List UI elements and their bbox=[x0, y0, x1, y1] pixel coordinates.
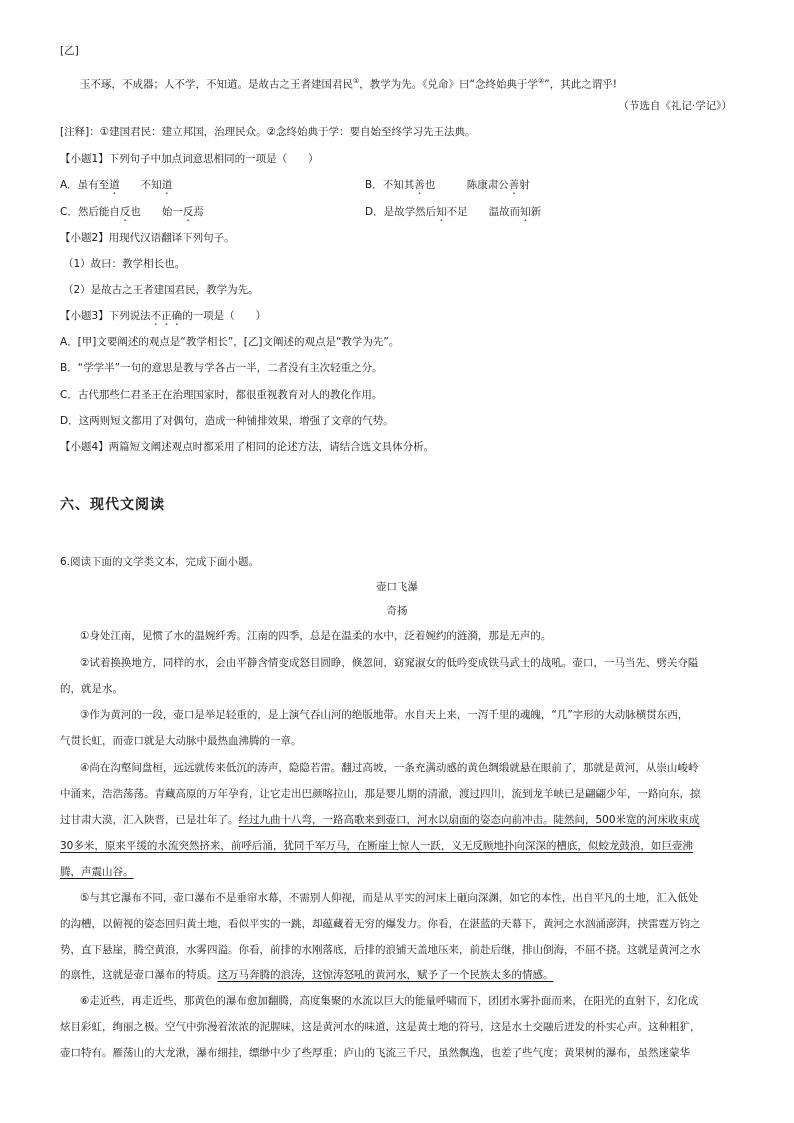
paragraph-4-line-1: ④尚在沟壑间盘桓，远远就传来低沉的涛声，隐隐若雷。翻过高坡，一条充满动感的黄色绸缎就悬在眼前了，那就是黄河，从崇山峻岭 bbox=[80, 762, 699, 774]
q3-stem: 【小题3】下列说法不正确的一项是（ ） bbox=[60, 310, 267, 322]
footnote-2-marker: ② bbox=[537, 77, 545, 85]
paragraph-6-line-1: ⑥走近些，再走近些，那黄色的瀑布愈加翻腾，高度集聚的水流以巨大的能量呼啸而下，团团水雾扑面而来，在阳光的直射下，幻化成 bbox=[80, 995, 699, 1007]
yi-text-a: 玉不琢，不成器；人不学，不知道。是故古之王者建国君民 bbox=[80, 78, 353, 91]
paragraph-4-line-2: 中涌来，浩浩荡荡。青藏高原的万年孕育，让它走出巴颜喀拉山，那是婴儿期的清澈，渡过四川，流到龙羊峡已是翩翩少年，一路向东，掠 bbox=[60, 788, 701, 800]
q1-option-a: A．虽有至道 不知道 bbox=[60, 179, 173, 191]
q6-intro: 6.阅读下面的文学类文本，完成下面小题。 bbox=[60, 556, 260, 568]
article-title: 壶口飞瀑 bbox=[376, 581, 418, 593]
yi-label: [乙] bbox=[60, 45, 79, 57]
footnote-1-marker: ① bbox=[353, 77, 360, 85]
underlined-sentence: 经过九曲十八弯，一路高歌来到壶口，河水以扇面的姿态向前冲击。陡然间，500米宽的河床收束成 bbox=[238, 814, 700, 826]
paragraph-6-line-3: 壶口特有。雁荡山的大龙湫，瀑布细挂，缥缈中少了些厚重；庐山的飞流三千尺，虽然飘逸，也差了些气度；黄果树的瀑布，虽然迷蒙华 bbox=[60, 1047, 690, 1059]
q4-stem: 【小题4】两篇短文阐述观点时都采用了相同的论述方法，请结合选文具体分析。 bbox=[60, 441, 435, 453]
paragraph-5-line-3: 势，直下悬崖，腾空黄浪，水雾四溢。你看，前排的水刚落底，后排的浪铺天盖地压来，前赴后继，排山倒海，不屈不挠。这就是黄河之水 bbox=[60, 944, 701, 956]
yi-passage bbox=[80, 74, 617, 92]
paragraph-4-line-3: 过甘肃大漠，汇入陕晋，已是壮年了。经过九曲十八弯，一路高歌来到壶口，河水以扇面的姿态向前冲击。陡然间，500米宽的河床收束成 bbox=[60, 814, 700, 826]
paragraph-2-line-2: 的，就是水。 bbox=[60, 683, 123, 695]
section-title: 六、现代文阅读 bbox=[60, 497, 165, 513]
paragraph-4-line-5: 腾，声震山谷。 bbox=[60, 866, 134, 878]
article-author: 奇扬 bbox=[386, 605, 408, 617]
paragraph-5-line-2: 的沟槽，以俯视的姿态回归黄土地，看似平实的一跳，却蕴藏着无穷的爆发力。你看，在湛蓝的天幕下，黄河之水汹涌澎湃，挟雷霆万钧之 bbox=[60, 918, 701, 930]
paragraph-3-line-2: 气贯长虹，而壶口就是大动脉中最热血沸腾的一章。 bbox=[60, 735, 302, 747]
underlined-sentence: 这万马奔腾的浪涛，这惊涛怒吼的黄河水，赋予了一个民族太多的情感。 bbox=[217, 969, 554, 981]
paragraph-1: ①身处江南，见惯了水的温婉纤秀。江南的四季，总是在温柔的水中，泛着婉约的涟漪，那是无声的。 bbox=[80, 630, 552, 642]
paragraph-2-line-1: ②试着换换地方，同样的水，会由平静含情变成怒目圆睁，倏忽间，窈窕淑女的低吟变成铁马武士的战吼。壶口，一马当先、劈关夺隘 bbox=[80, 657, 699, 669]
q1-option-c: C．然后能自反也 始一反焉 bbox=[60, 206, 204, 218]
q2-sentence-1: （1）故曰：教学相长也。 bbox=[63, 258, 186, 270]
q3-option-a: A．[甲]文要阐述的观点是“教学相长”，[乙]文阐述的观点是“教学为先”。 bbox=[60, 336, 400, 348]
paragraph-5-line-1: ⑤与其它瀑布不同，壶口瀑布不是垂帘水幕，不需别人仰视，而是从平实的河床上砸向深渊，如它的本性，出自平凡的土地，汇入低处 bbox=[80, 892, 699, 904]
q3-option-b: B．“学学半”一句的意思是教与学各占一半，二者没有主次轻重之分。 bbox=[60, 362, 383, 374]
paragraph-5-line-4: 的禀性，这就是壶口瀑布的特质。这万马奔腾的浪涛，这惊涛怒吼的黄河水，赋予了一个民族太多的情感。 bbox=[60, 969, 554, 981]
notes: [注释]：①建国君民：建立邦国，治理民众。②念终始典于学：要自始至终学习先王法典。 bbox=[60, 126, 476, 138]
q1-stem: 【小题1】下列句子中加点词意思相同的一项是（ ） bbox=[60, 153, 319, 165]
paragraph-3-line-1: ③作为黄河的一段，壶口是举足轻重的，是上演气吞山河的绝版地带。水自天上来，一泻千里的魂魄，“几”字形的大动脉横贯东西， bbox=[80, 709, 689, 721]
paragraph-4-line-4: 30多米，原来平缓的水流突然挤来，前呼后涌，犹同千军万马，在断崖上惊人一跃，义无反顾地扑向深深的槽底，似蛟龙鼓浪，如巨壶沸 bbox=[60, 840, 693, 852]
q2-stem: 【小题2】用现代汉语翻译下列句子。 bbox=[60, 232, 235, 244]
q1-option-b: B．不知其善也 陈康肃公善射 bbox=[365, 179, 530, 191]
q3-option-c: C．古代那些仁君圣王在治理国家时，都很重视教育对人的教化作用。 bbox=[60, 389, 383, 401]
q1-option-d: D．是故学然后知不足 温故而知新 bbox=[365, 206, 542, 218]
q3-option-d: D．这两则短文都用了对偶句，造成一种铺排效果，增强了文章的气势。 bbox=[60, 415, 394, 427]
yi-text-b: ，教学为先。《兑命》曰“念终始典于学 bbox=[359, 78, 538, 91]
yi-text-c: ”，其此之谓乎! bbox=[544, 78, 617, 91]
yi-source: （节选自《礼记·学记》） bbox=[618, 100, 732, 112]
q2-sentence-2: （2）是故古之王者建国君民，教学为先。 bbox=[63, 284, 259, 296]
paragraph-6-line-2: 炫目彩虹，绚丽之极。空气中弥漫着浓浓的泥腥味，这是黄河水的味道，这是黄土地的符号，这是水土交融后迸发的朴实心声。这种粗犷， bbox=[60, 1021, 701, 1033]
